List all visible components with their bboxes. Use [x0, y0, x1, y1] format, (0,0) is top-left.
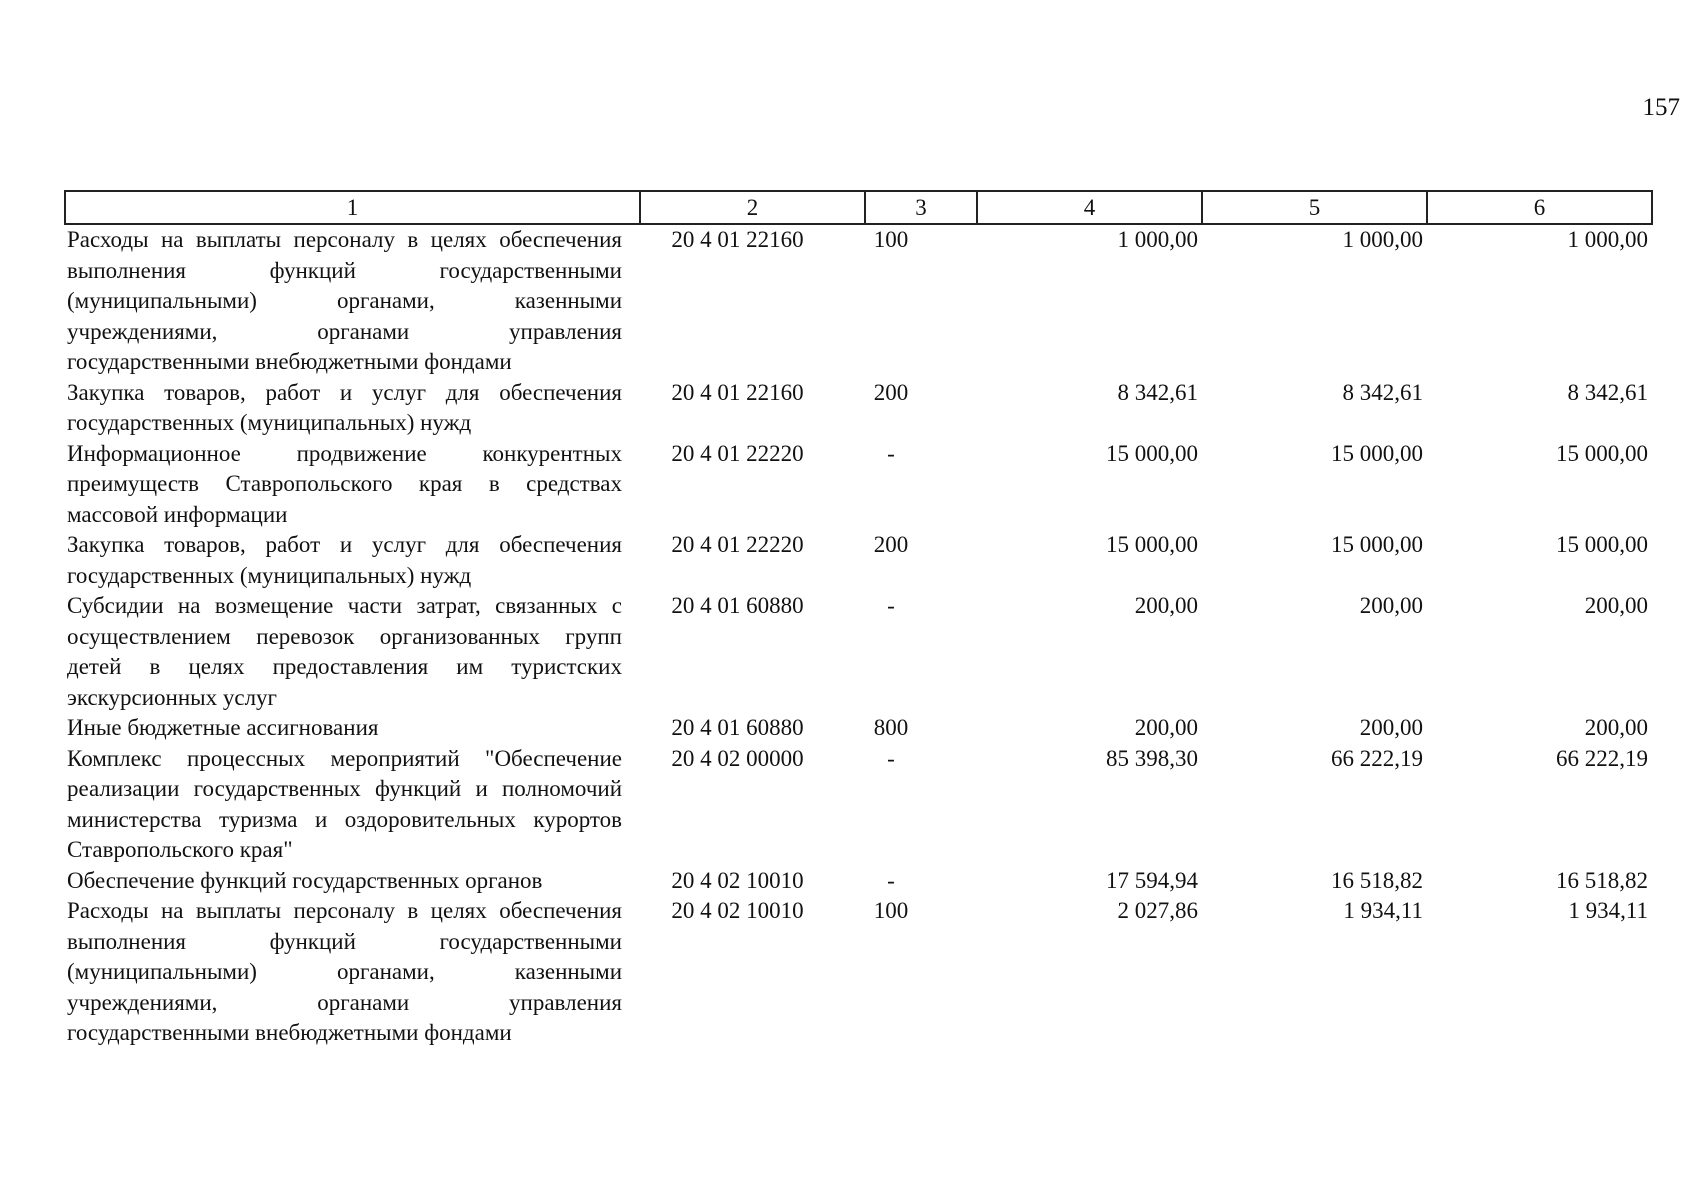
row-kind: -: [887, 745, 895, 771]
row-value-6: 200,00: [1584, 715, 1648, 740]
row-name: Закупка товаров, работ и услуг для обеспечения государственных (муниципальных) нужд: [67, 532, 622, 588]
row-value-4: 85 398,30: [1106, 745, 1198, 771]
row-code: 20 4 02 10010: [671, 867, 804, 893]
row-code: 20 4 01 60880: [671, 593, 804, 618]
row-kind: 200: [873, 532, 909, 557]
row-value-6: 1 934,11: [1568, 898, 1648, 923]
row-code: 20 4 02 00000: [671, 745, 804, 771]
row-code: 20 4 01 22220: [671, 532, 804, 557]
row-value-4: 2 027,86: [1117, 898, 1198, 923]
row-value-4: 200,00: [1134, 593, 1198, 618]
table-row: [65, 224, 1652, 378]
row-name: Закупка товаров, работ и услуг для обеспечения государственных (муниципальных) нужд: [67, 379, 622, 435]
row-code: 20 4 01 22160: [671, 379, 804, 405]
row-name: Комплекс процессных мероприятий "Обеспечение реализации государственных функций и полномочий министерства туризма и оздоровительных курортов Ставропольского края": [67, 745, 622, 862]
row-name: Расходы на выплаты персоналу в целях обеспечения выполнения функций государственными (муниципальными) органами, казенными учреждениями, органами управления государственными внебюджетными фондами: [67, 227, 622, 374]
table-row: [65, 744, 1652, 866]
row-value-4: 1 000,00: [1117, 227, 1198, 252]
table-row: [65, 866, 1652, 897]
table-row: [65, 378, 1652, 439]
row-code: 20 4 01 22160: [671, 227, 804, 252]
row-code: 20 4 01 22220: [671, 440, 804, 466]
table-row: [65, 713, 1652, 744]
row-value-5: 200,00: [1359, 715, 1423, 740]
column-header-2: 2: [640, 191, 865, 224]
row-value-5: 66 222,19: [1331, 745, 1423, 771]
column-header-1: 1: [65, 191, 640, 224]
row-kind: 800: [873, 715, 909, 740]
row-code: 20 4 02 10010: [671, 898, 804, 923]
row-value-4: 15 000,00: [1106, 440, 1198, 466]
page-number: 157: [1642, 94, 1680, 121]
table-row: [65, 896, 1652, 1049]
row-kind: -: [887, 440, 895, 466]
row-name: Иные бюджетные ассигнования: [67, 715, 379, 740]
table-row: [65, 530, 1652, 591]
row-kind: 200: [873, 379, 909, 405]
row-value-5: 16 518,82: [1331, 867, 1423, 893]
row-value-4: 15 000,00: [1106, 532, 1198, 557]
row-name: Расходы на выплаты персоналу в целях обеспечения выполнения функций государственными (муниципальными) органами, казенными учреждениями, органами управления государственными внебюджетными фондами: [67, 898, 622, 1045]
row-value-6: 200,00: [1584, 593, 1648, 618]
row-kind: 100: [873, 898, 909, 923]
row-value-6: 15 000,00: [1556, 532, 1648, 557]
row-value-6: 8 342,61: [1567, 379, 1648, 405]
row-kind: 100: [873, 227, 909, 252]
row-code: 20 4 01 60880: [671, 715, 804, 740]
budget-table: [64, 190, 1653, 1049]
row-value-6: 16 518,82: [1556, 867, 1648, 893]
row-value-4: 17 594,94: [1106, 867, 1198, 893]
row-value-5: 1 934,11: [1343, 898, 1423, 923]
row-value-6: 1 000,00: [1567, 227, 1648, 252]
header-row: [65, 191, 1652, 224]
row-name: Обеспечение функций государственных органов: [67, 867, 543, 893]
table-row: [65, 591, 1652, 713]
row-value-5: 8 342,61: [1342, 379, 1423, 405]
row-value-5: 15 000,00: [1331, 440, 1423, 466]
row-value-5: 1 000,00: [1342, 227, 1423, 252]
row-value-6: 66 222,19: [1556, 745, 1648, 771]
table-body: [65, 224, 1652, 1049]
row-name: Информационное продвижение конкурентных преимуществ Ставропольского края в средствах массовой информации: [67, 440, 622, 527]
row-kind: -: [887, 867, 895, 893]
table-header: [65, 191, 1652, 224]
table-row: [65, 439, 1652, 531]
column-header-4: 4: [977, 191, 1202, 224]
row-value-6: 15 000,00: [1556, 440, 1648, 466]
row-name: Субсидии на возмещение части затрат, связанных с осуществлением перевозок организованных групп детей в целях предоставления им туристских экскурсионных услуг: [67, 593, 622, 710]
column-header-5: 5: [1202, 191, 1427, 224]
row-value-5: 15 000,00: [1331, 532, 1423, 557]
row-value-5: 200,00: [1359, 593, 1423, 618]
column-header-3: 3: [865, 191, 977, 224]
column-header-6: 6: [1427, 191, 1652, 224]
row-kind: -: [887, 593, 895, 618]
row-value-4: 200,00: [1134, 715, 1198, 740]
row-value-4: 8 342,61: [1117, 379, 1198, 405]
